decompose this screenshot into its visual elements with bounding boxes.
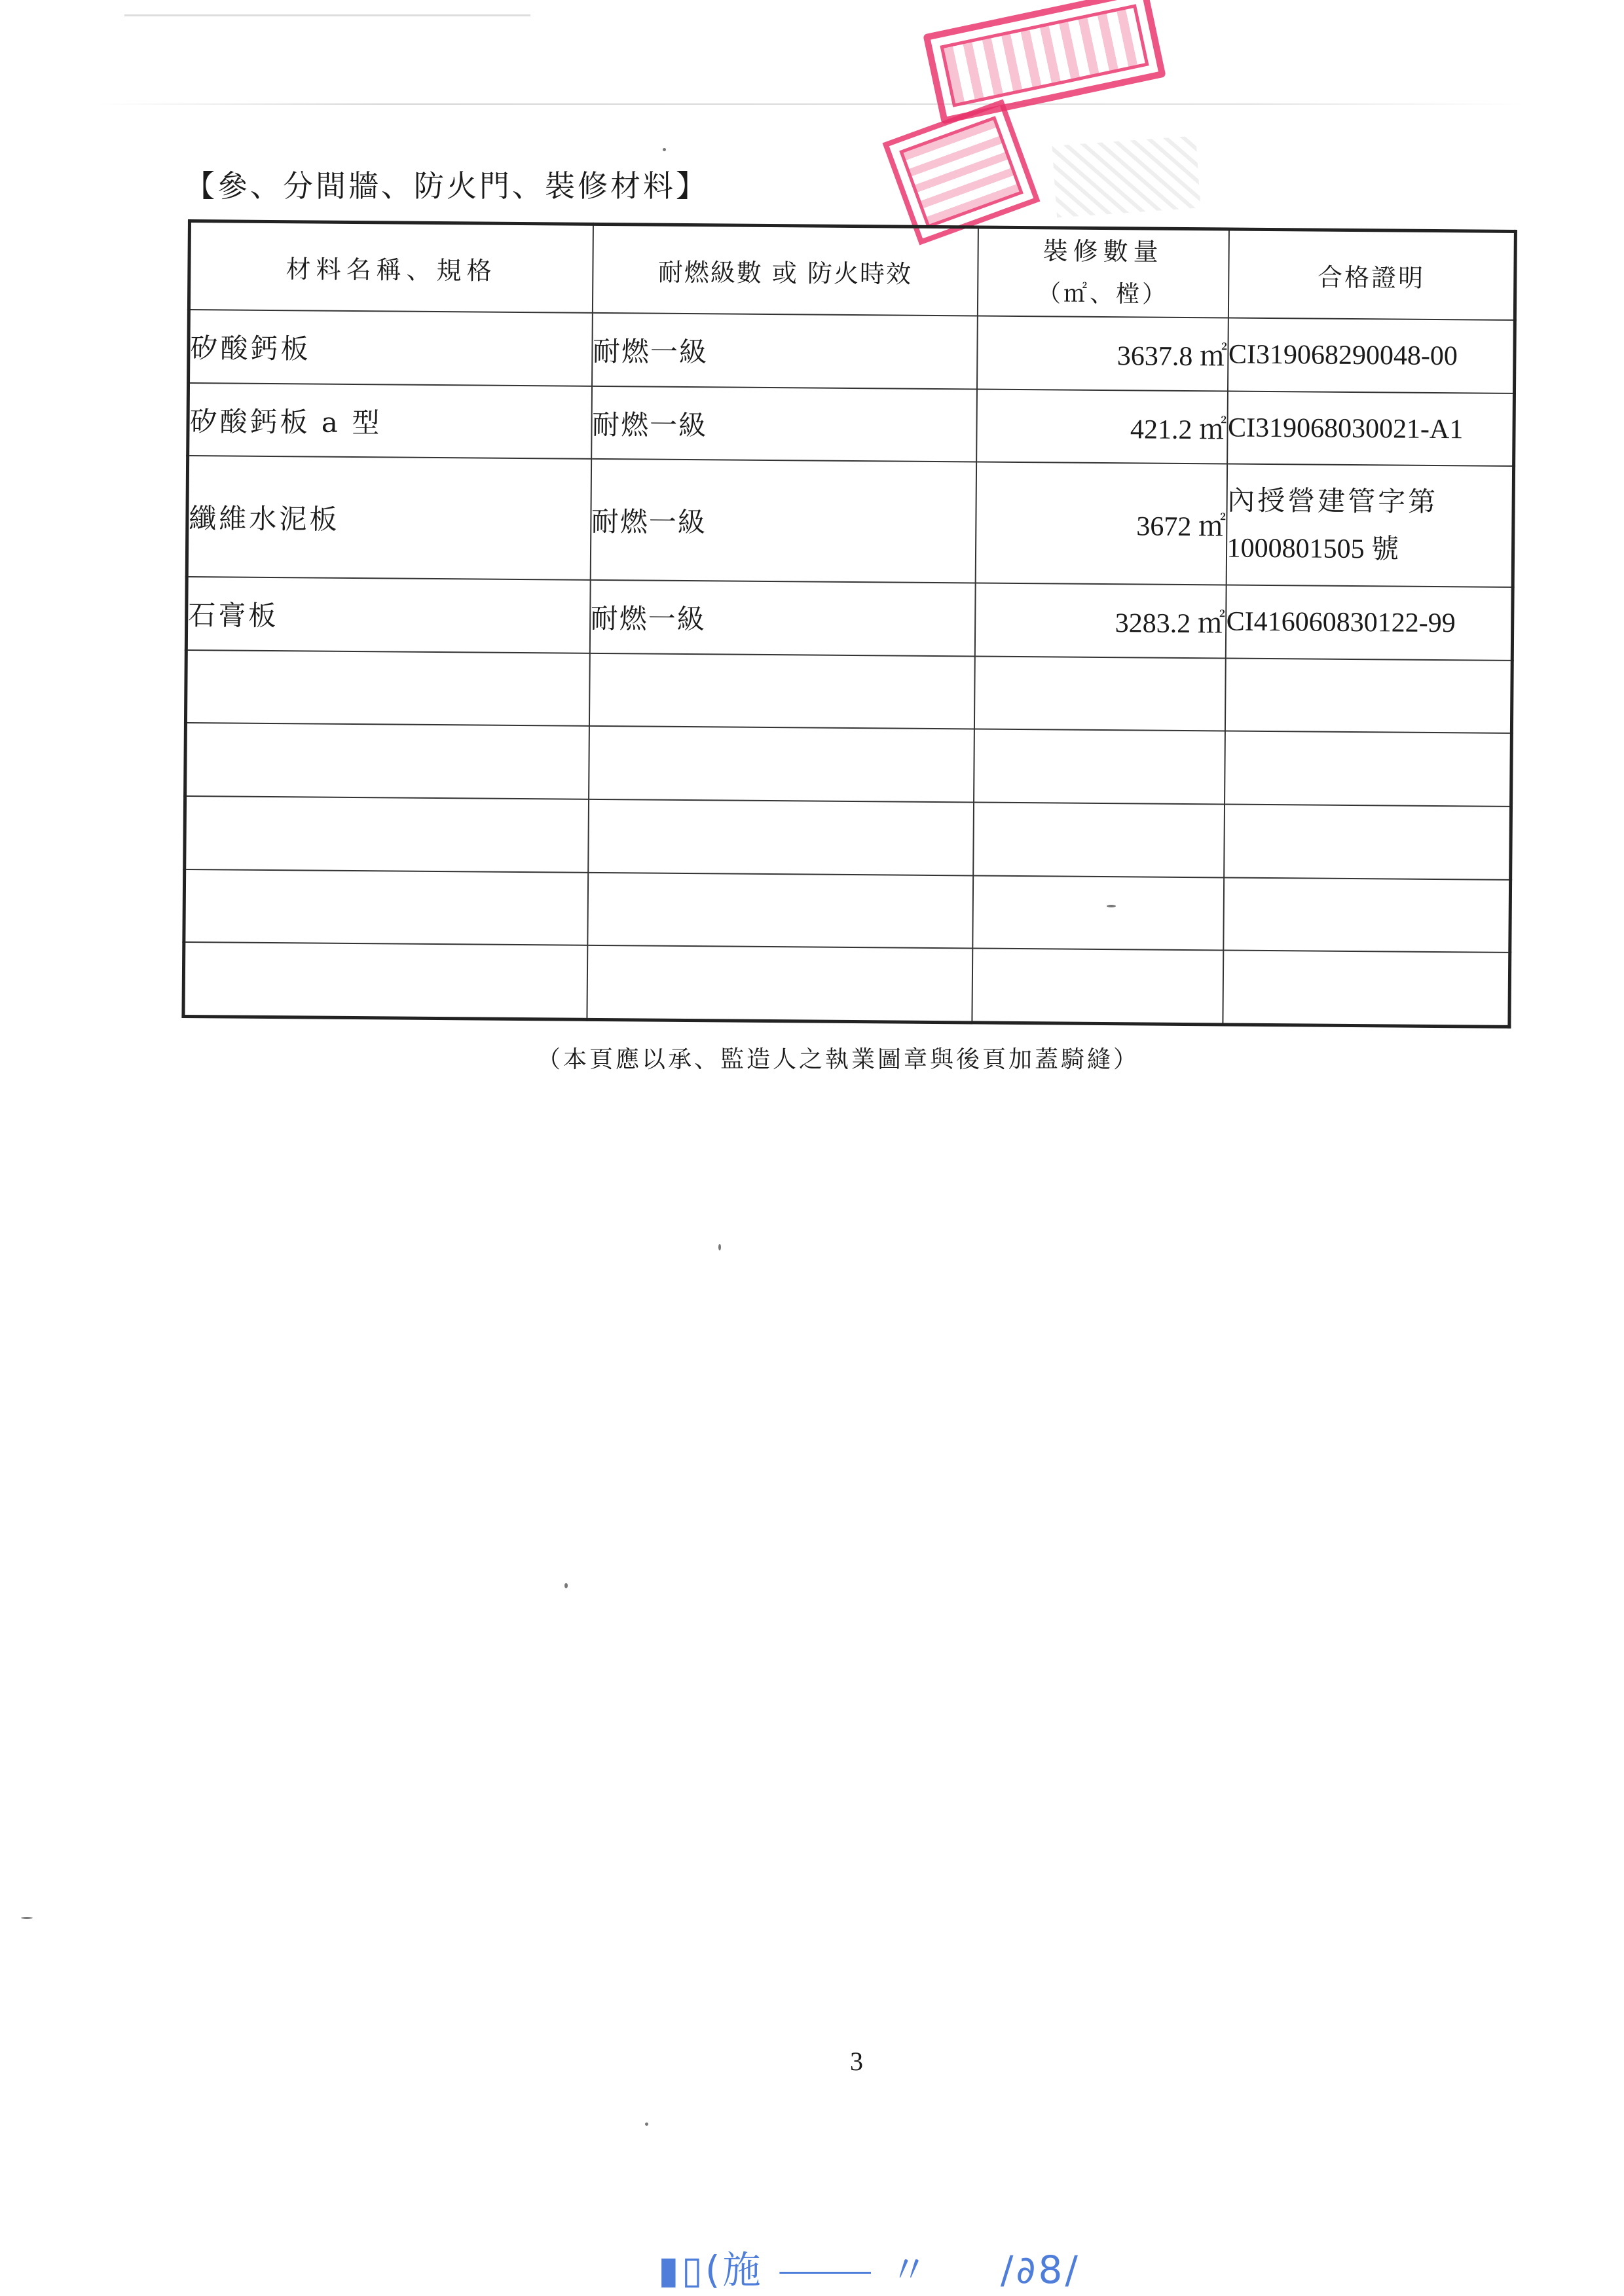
- certificate: CI319068290048-00: [1227, 318, 1515, 393]
- quantity: 3283.2 ㎡: [974, 583, 1226, 658]
- certificate: [1226, 464, 1513, 587]
- table-header-row: [189, 221, 1515, 320]
- footnote: （本頁應以承、監造人之執業圖章與後頁加蓋騎縫）: [537, 1046, 1140, 1073]
- faint-stamp-mark: [1052, 136, 1200, 217]
- table-row: [187, 456, 1513, 587]
- header-quantity-unit: （㎡、樘）: [1037, 280, 1169, 308]
- table-row: [189, 310, 1515, 393]
- scan-speck: [663, 148, 666, 151]
- certificate-line: 內授營建管字第: [1227, 486, 1439, 518]
- certificate-line: 1000801505 號: [1227, 533, 1399, 565]
- header-quantity-label: 裝修數量: [1043, 236, 1164, 266]
- handwritten-mark: ▮▯(施 ⸻ 〃 /∂8/: [658, 2248, 1080, 2292]
- header-certificate: 合格證明: [1228, 229, 1515, 320]
- empty-table-row: [183, 942, 1510, 1027]
- red-seal-stamp: [883, 99, 1041, 245]
- fire-grade: 耐燃一級: [590, 459, 976, 583]
- section-title: 【參、分間牆、防火門、裝修材料】: [185, 168, 709, 204]
- red-seal-stamp: [923, 0, 1166, 124]
- scan-speck: [21, 1917, 33, 1919]
- fire-grade: 耐燃一級: [591, 386, 977, 462]
- quantity: 421.2 ㎡: [976, 389, 1228, 464]
- quantity: 3672 ㎡: [975, 462, 1227, 585]
- scan-speck: [564, 1583, 568, 1588]
- quantity: 3637.8 ㎡: [977, 316, 1228, 391]
- scan-speck: [718, 1244, 721, 1250]
- certificate: CI319068030021-A1: [1227, 391, 1515, 466]
- empty-table-row: [185, 649, 1512, 733]
- empty-table-row: [185, 723, 1512, 807]
- header-material-name: 材料名稱、規格: [189, 221, 593, 313]
- scan-speck: [1107, 905, 1116, 907]
- material-name: 矽酸鈣板 a 型: [188, 383, 592, 460]
- empty-table-row: [184, 869, 1511, 953]
- table-row: [186, 577, 1513, 661]
- empty-table-row: [185, 796, 1511, 880]
- table-row: [188, 383, 1515, 467]
- page-number: 3: [850, 2047, 863, 2076]
- scan-artifact: [124, 14, 530, 16]
- materials-table: [181, 219, 1517, 1029]
- certificate: CI416060830122-99: [1225, 585, 1513, 660]
- fire-grade: 耐燃一級: [592, 313, 978, 389]
- header-quantity: [977, 227, 1228, 318]
- scan-speck: [645, 2123, 648, 2126]
- material-name: 矽酸鈣板: [189, 310, 593, 386]
- materials-table-wrapper: [181, 219, 1517, 1029]
- material-name: 石膏板: [186, 577, 590, 653]
- fire-grade: 耐燃一級: [589, 580, 975, 656]
- material-name: 纖維水泥板: [187, 456, 591, 579]
- header-grade: 耐燃級數 或 防火時效: [592, 224, 978, 316]
- scan-artifact: [98, 103, 1526, 105]
